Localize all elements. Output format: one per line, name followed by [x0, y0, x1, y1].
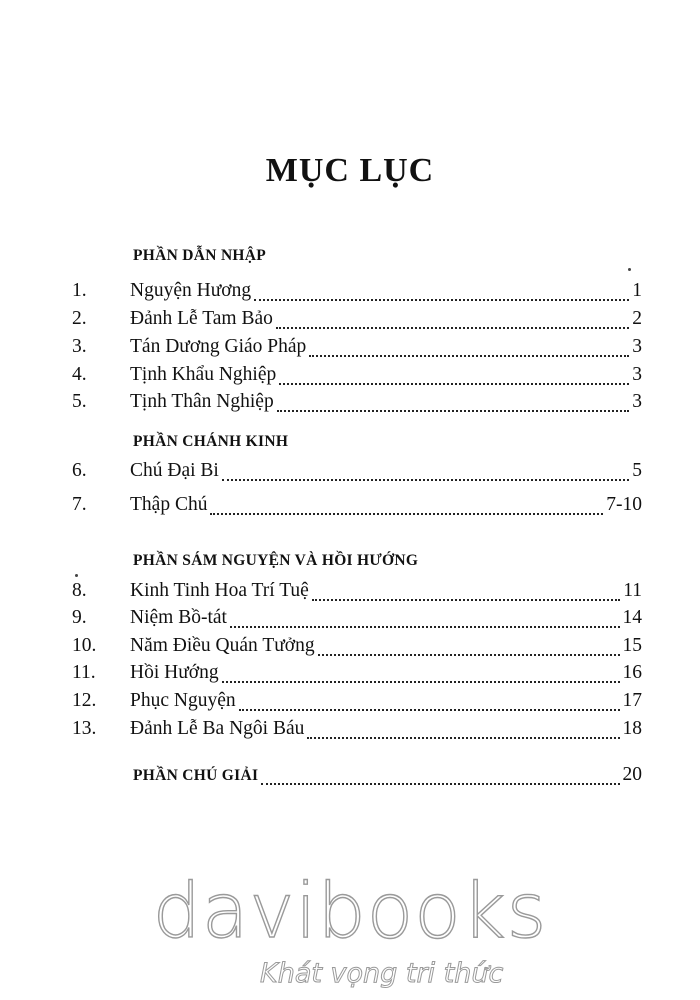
dot-leader: [222, 479, 629, 481]
section-heading-main-text: PHẦN CHÁNH KINH: [133, 433, 289, 450]
entry-title: Thập Chú: [130, 494, 208, 515]
entry-page: 1: [632, 280, 642, 301]
toc-entry[interactable]: [72, 308, 642, 334]
scan-speck: [75, 574, 78, 577]
entry-title: Phục Nguyện: [130, 690, 236, 711]
dot-leader: [279, 383, 629, 385]
entry-title: PHẦN CHÚ GIẢI: [133, 767, 259, 784]
dot-leader: [222, 681, 620, 683]
dot-leader: [309, 355, 629, 357]
toc-entry[interactable]: [72, 391, 642, 417]
entry-page: 3: [632, 391, 642, 412]
toc-entry[interactable]: [72, 662, 642, 688]
toc-entry[interactable]: [72, 607, 642, 633]
toc-entry[interactable]: [72, 635, 642, 661]
scan-speck: [628, 268, 631, 271]
entry-title: Hồi Hướng: [130, 662, 219, 683]
toc-entry[interactable]: [72, 718, 642, 744]
entry-number: 12.: [72, 690, 97, 711]
entry-title: Tán Dương Giáo Pháp: [130, 336, 307, 357]
toc-entry[interactable]: [72, 280, 642, 306]
entry-number: 8.: [72, 580, 87, 601]
entry-title: Năm Điều Quán Tưởng: [130, 635, 315, 656]
entry-page: 18: [622, 718, 642, 739]
entry-page: 3: [632, 336, 642, 357]
entry-number: 3.: [72, 336, 87, 357]
toc-entry[interactable]: [72, 460, 642, 486]
entry-page: 20: [622, 764, 642, 785]
toc-entry-notes[interactable]: [133, 764, 642, 790]
entry-page: 17: [622, 690, 642, 711]
toc-entry[interactable]: [72, 580, 642, 606]
entry-number: 4.: [72, 364, 87, 385]
entry-number: 2.: [72, 308, 87, 329]
section-heading-repentance: PHẦN SÁM NGUYỆN VÀ HỒI HƯỚNG: [133, 552, 419, 569]
entry-page: 2: [632, 308, 642, 329]
entry-title: Nguyện Hương: [130, 280, 252, 301]
entry-number: 13.: [72, 718, 97, 739]
entry-number: 11.: [72, 662, 96, 683]
entry-title: Đảnh Lễ Ba Ngôi Báu: [130, 718, 305, 739]
entry-page: 3: [632, 364, 642, 385]
entry-title: Kinh Tinh Hoa Trí Tuệ: [130, 580, 309, 601]
dot-leader: [230, 626, 620, 628]
watermark-tagline: Khát vọng tri thức: [260, 958, 504, 989]
watermark-logo: davibooks: [152, 866, 548, 955]
entry-title: Đảnh Lễ Tam Bảo: [130, 308, 273, 329]
dot-leader: [312, 599, 620, 601]
entry-page: 5: [632, 460, 642, 481]
entry-number: 10.: [72, 635, 97, 656]
dot-leader: [277, 410, 630, 412]
entry-title: Tịnh Thân Nghiệp: [130, 391, 274, 412]
entry-page: 7-10: [606, 494, 642, 515]
entry-number: 1.: [72, 280, 87, 301]
entry-number: 7.: [72, 494, 87, 515]
dot-leader: [318, 654, 620, 656]
entry-title: Chú Đại Bi: [130, 460, 219, 481]
dot-leader: [210, 513, 603, 515]
dot-leader: [239, 709, 620, 711]
dot-leader: [307, 737, 619, 739]
entry-page: 16: [622, 662, 642, 683]
section-heading-introduction: PHẦN DẪN NHẬP: [133, 247, 267, 264]
entry-title: Niệm Bồ-tát: [130, 607, 227, 628]
entry-page: 11: [623, 580, 642, 601]
entry-page: 14: [622, 607, 642, 628]
toc-entry[interactable]: [72, 364, 642, 390]
page-title: MỤC LỤC: [265, 152, 435, 189]
dot-leader: [276, 327, 629, 329]
dot-leader: [254, 299, 629, 301]
toc-entry[interactable]: [72, 690, 642, 716]
toc-entry[interactable]: [72, 336, 642, 362]
entry-number: 9.: [72, 607, 87, 628]
entry-number: 6.: [72, 460, 87, 481]
entry-page: 15: [622, 635, 642, 656]
dot-leader: [261, 783, 619, 785]
entry-number: 5.: [72, 391, 87, 412]
toc-entry[interactable]: [72, 494, 642, 520]
entry-title: Tịnh Khẩu Nghiệp: [130, 364, 277, 385]
